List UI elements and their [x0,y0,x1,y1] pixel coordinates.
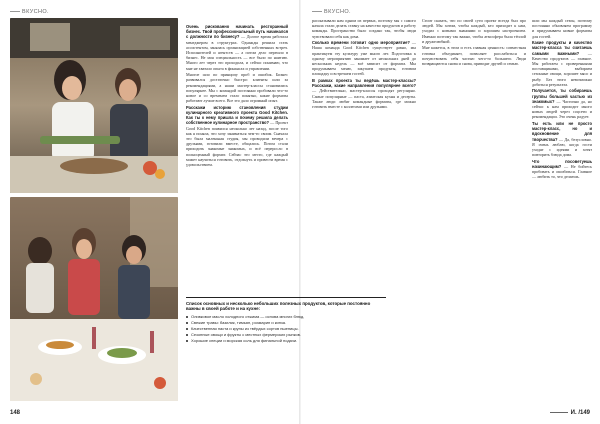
interview-question: Ты есть или не просто мастер-класс, но и вдохновение для творчества? [532,121,592,142]
dash-icon [312,11,322,12]
dash-icon [10,11,20,12]
interview-question: Расскажи историю становления студии кулинарного креативного проекта Good Kitchen. Как ты к нему пришла и почему решила делать собственное кулинарное пространство? [186,104,288,126]
section-label-text: ВКУСНО. [324,9,351,15]
list-item: Сезонные овощи и фрукты с местных фермерских рынков. [186,332,386,337]
interview-question: Какие продукты и качество мастер-класса ты считаешь самыми важными? [532,40,592,56]
sidebar-list [186,314,386,343]
right-text-column-1 [312,18,416,238]
cooking-class-photo [10,18,178,193]
page-number-right-text: И. /149 [570,410,590,416]
interview-answer: — Качество продуктов — главное. Мы работаем с проверенными поставщиками, выбираем сезонные овощи, хорошее мясо и рыбу. Без этого невозможно добиться результата. [532,50,592,87]
page-number-left: 148 [10,410,21,416]
cooking-class-photo-icon [10,18,178,193]
list-item: Хорошие специи и морская соль для финальной подачи. [186,338,386,343]
list-item: Свежие травы: базилик, тимьян, розмарин и кинза. [186,320,386,325]
interview-answer: Мне кажется, в этом и есть главная ценность: совместная готовка объединяет, позволяет расслабиться и почувствовать себя частью чего-то большего. Люди возвращаются снова и снова, приводят друзей и семью. [422,45,526,67]
section-label-right [312,9,351,15]
interview-question: Что посоветуешь начинающим? [532,158,592,170]
interview-answer: — Да, безусловно. Я очень люблю, когда гости уходят с идеями и хотят повторить блюда дома. [532,136,592,158]
section-label-text: ВКУСНО. [22,9,49,15]
section-label-left [10,9,49,15]
interview-answer: — Проект Good Kitchen появился несколько лет назад, после того как я поняла, что хочу заниматься чем-то своим. Сначала это была маленькая студия, мы проводили вечера с друзьями, готовили вместе, общались. Потом стали приходить знакомые знакомых, и всё переросло в полноценный формат. Сейчас это место, где каждый может научиться готовить, отдохнуть и провести время с удовольствием. [186,120,288,168]
interview-question: Получается, ты собираешь группы большей частью из знакомых? [532,88,592,104]
interview-question: В рамках проекта ты ведёшь мастер-классы? Расскажи, какие направления популярнее всего? [312,78,416,89]
rule-icon [550,412,568,413]
right-text-column-2 [422,18,526,238]
interview-answer: — Наша команда Good Kitchen существует давно, мы практикуем эту культуру уже много лет. Подготовка к одному мероприятию занимает от нескольких дней до нескольких недель — всё зависит от формата. Мы продумываем меню, закупаем продукты, готовим площадку и встречаем гостей. [312,40,416,77]
page-number-right [550,410,590,416]
interview-answer: — Действительно, мастер-классы проходят регулярно. Самые популярные — паста, азиатская кухня и десерты. Также люди любят командные форматы, где можно готовить вместе с коллегами или друзьями. [312,88,416,110]
interview-answer: — Частично да, но сейчас к нам приходит много новых людей через соцсети и рекомендации. Это очень радует. [532,98,592,120]
interview-question: Сколько времени готовит одно мероприятие? [312,40,410,46]
interview-answer: Стоит сказать, что по своей сути проект всегда был про людей. Мы хотим, чтобы каждый, кто приходит к нам, уходил с новыми знаниями и хорошим настроением. Именно поэтому так важно, чтобы атмосфера была тёплой и дружелюбной. [422,18,526,44]
interview-answer: рассказывали нам одним из первых, поэтому мы с самого начала стали делать ставку на качество продуктов и работу команды. Пространство было создано так, чтобы люди чувствовали себя как дома. [312,18,416,39]
list-item: Оливковое масло холодного отжима — основа многих блюд. [186,314,386,319]
right-text-column-3 [532,18,592,398]
product-list-sidebar [186,297,386,409]
dinner-party-photo-icon [10,197,178,401]
interview-question: Очень рискованно начинать ресторанный бизнес. Твой профессиональный путь начинался с должности по бизнесу? [186,24,288,40]
interview-answer: шли мы каждый сезон, поэтому постоянно обновляем программу и придумываем новые форматы для гостей. [532,18,592,39]
sidebar-title: Список основных и несколько небольших полезных продуктов, которые постоянно важны в своей работе и на кухне: [186,301,371,312]
list-item: Качественная паста и крупы из твёрдых сортов пшеницы. [186,326,386,331]
interview-answer: — Долгое время работала менеджером в структурах. Однажды решила стать ассистентом, занялась организацией собственных встреч. Исполнителей и агентств — а потом дело перешло в бизнес. Не моя специальность — все было по наитию. Много лет через это проходила, и сейчас понимаю, что мне не хватало опыта в финансах и управлении. [186,34,288,71]
dinner-party-photo [10,197,178,401]
interview-answer: — Не бойтесь пробовать и ошибаться. Главное — любить то, что делаешь. [532,164,592,180]
interview-answer: Многое шло по принципу проб и ошибок. Бизнес развивался достаточно быстро: клиенты шли за рекомендациями, а наши мастер-классы становились популярнее. Мы с командой постоянно пробовали что-то новое и со временем стало понятно, какие форматы работают лучше всего. Все это дало огромный опыт. [186,72,288,104]
